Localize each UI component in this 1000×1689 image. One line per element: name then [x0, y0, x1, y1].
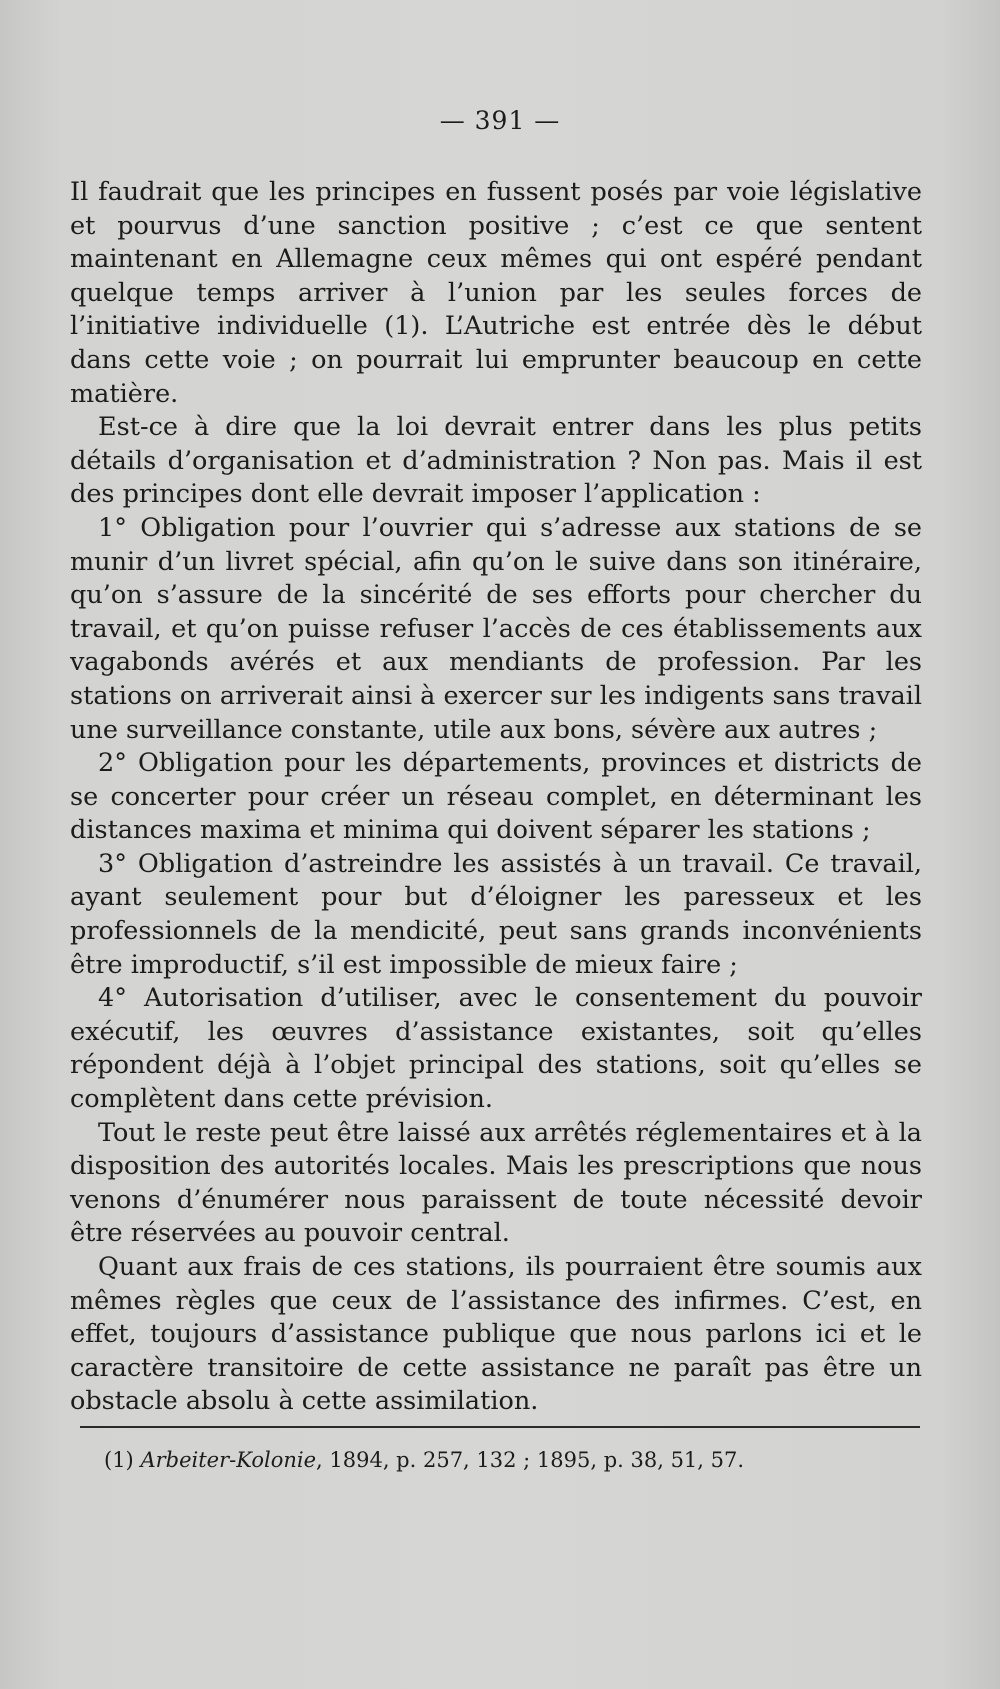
footnote-details: , 1894, p. 257, 132 ; 1895, p. 38, 51, 57.	[316, 1448, 745, 1472]
footnote-source: Arbeiter-Kolonie	[140, 1448, 317, 1472]
paragraph-8: Quant aux frais de ces stations, ils pourraient être soumis aux mêmes règles que ceux de l’assistance des infirmes. C’est, en effet, toujours d’assistance publique que nous parlons ici et le caractère transitoire de cette assistance ne paraît pas être un obstacle absolu à cette assimilation.	[70, 1252, 922, 1417]
paragraph-2: Est-ce à dire que la loi devrait entrer dans les plus petits détails d’organisation et d’administration ? Non pas. Mais il est des principes dont elle devrait imposer l’application :	[70, 412, 922, 510]
paragraph-7: Tout le reste peut être laissé aux arrêtés réglementaires et à la disposition des autorités locales. Mais les prescriptions que nous venons d’énumérer nous paraissent de toute nécessité devoir être réservées au pouvoir central.	[70, 1117, 922, 1249]
footnote-marker: (1)	[104, 1448, 134, 1472]
body-text	[70, 176, 922, 1419]
paragraph-4: 2° Obligation pour les départements, provinces et districts de se concerter pour créer un réseau complet, en déterminant les distances maxima et minima qui doivent séparer les stations ;	[70, 748, 922, 846]
page-number: — 391 —	[439, 106, 561, 135]
paragraph-1: Il faudrait que les principes en fussent posés par voie législative et pourvus d’une sanction positive ; c’est ce que sentent maintenant en Allemagne ceux mêmes qui ont espéré pendant quelque temps arriver à l’union par les seules forces de l’initiative individuelle (1). L’Autriche est entrée dès le début dans cette voie ; on pourrait lui emprunter beaucoup en cette matière.	[70, 177, 922, 409]
paragraph-5: 3° Obligation d’astreindre les assistés à un travail. Ce travail, ayant seulement pour but d’éloigner les paresseux et les professionnels de la mendicité, peut sans grands inconvénients être improductif, s’il est impossible de mieux faire ;	[70, 848, 922, 980]
footnote-divider	[80, 1426, 920, 1428]
footnote	[104, 1446, 904, 1474]
paragraph-3: 1° Obligation pour l’ouvrier qui s’adresse aux stations de se munir d’un livret spécial, afin qu’on le suive dans son itinéraire, qu’on s’assure de la sincérité de ses efforts pour chercher du travail, et qu’on puisse refuser l’accès de ces établissements aux vagabonds avérés et aux mendiants de profession. Par les stations on arriverait ainsi à exercer sur les indigents sans travail une surveillance constante, utile aux bons, sévère aux autres ;	[70, 512, 922, 745]
paragraph-6: 4° Autorisation d’utiliser, avec le consentement du pouvoir exécutif, les œuvres d’assistance existantes, soit qu’elles répondent déjà à l’objet principal des stations, soit qu’elles se complètent dans cette prévision.	[70, 983, 922, 1115]
